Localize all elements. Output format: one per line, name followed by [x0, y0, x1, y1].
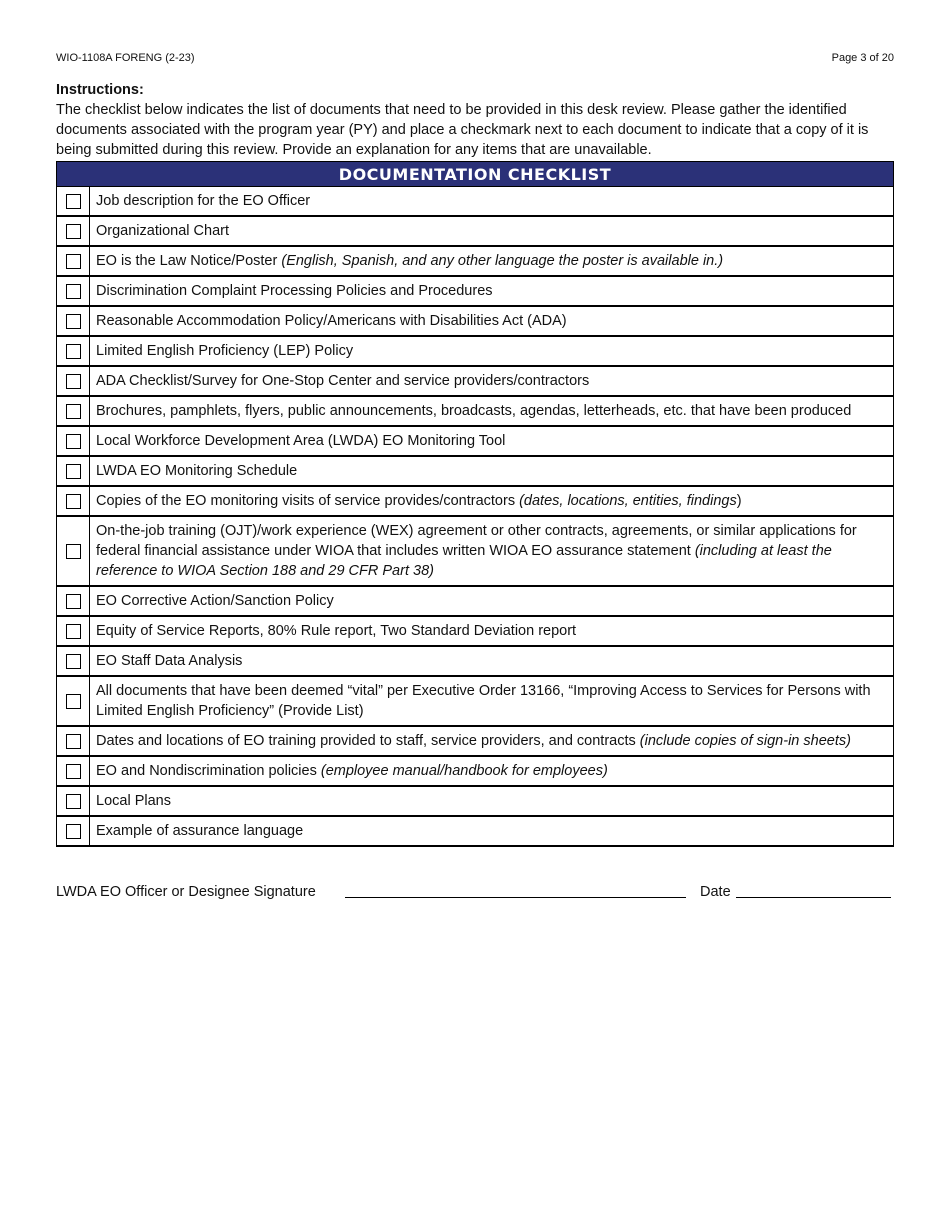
- item-label: On-the-job training (OJT)/work experience (WEX) agreement or other contracts, agreements, or similar applications for federal financial assistance under WIOA that includes written WIOA EO assurance statement: [96, 523, 857, 559]
- item-label: Job description for the EO Officer: [96, 193, 311, 209]
- checkbox-cell: [57, 646, 90, 676]
- document-checkbox[interactable]: [66, 654, 81, 669]
- checkbox-cell: [57, 426, 90, 456]
- item-label: EO is the Law Notice/Poster: [96, 253, 282, 269]
- item-label: Equity of Service Reports, 80% Rule report, Two Standard Deviation report: [96, 623, 577, 639]
- checklist-item-text: [90, 306, 894, 336]
- documentation-checklist: [56, 161, 894, 847]
- checklist-item-text: [90, 486, 894, 516]
- checklist-item-text: [90, 646, 894, 676]
- signature-label: LWDA EO Officer or Designee Signature: [56, 884, 316, 900]
- item-note: (dates, locations, entities, findings: [519, 493, 737, 509]
- checkbox-cell: [57, 187, 90, 217]
- checklist-row: [57, 366, 894, 396]
- checklist-item-text: [90, 187, 894, 217]
- checkbox-cell: [57, 786, 90, 816]
- item-note: (including at least the reference to WIOA Section 188 and 29 CFR Part 38): [96, 543, 832, 579]
- checklist-item-text: [90, 456, 894, 486]
- instructions: [56, 80, 896, 160]
- item-label: All documents that have been deemed “vital” per Executive Order 13166, “Improving Access to Services for Persons with Limited English Proficiency” (Provide List): [96, 683, 871, 719]
- document-checkbox[interactable]: [66, 624, 81, 639]
- document-checkbox[interactable]: [66, 314, 81, 329]
- checklist-item-text: [90, 786, 894, 816]
- document-checkbox[interactable]: [66, 254, 81, 269]
- document-checkbox[interactable]: [66, 194, 81, 209]
- checklist-item-text: [90, 336, 894, 366]
- item-note-close: ): [736, 493, 742, 509]
- checklist-row: [57, 456, 894, 486]
- item-label: Copies of the EO monitoring visits of service provides/contractors: [96, 493, 520, 509]
- checklist-item-text: [90, 516, 894, 586]
- item-label: Limited English Proficiency (LEP) Policy: [96, 343, 354, 359]
- item-label: Local Plans: [96, 793, 171, 809]
- document-checkbox[interactable]: [66, 224, 81, 239]
- checklist-row: [57, 516, 894, 586]
- instructions-title: Instructions:: [56, 82, 144, 98]
- checklist-row: [57, 816, 894, 846]
- checkbox-cell: [57, 616, 90, 646]
- checkbox-cell: [57, 756, 90, 786]
- checklist-item-text: [90, 676, 894, 726]
- document-checkbox[interactable]: [66, 434, 81, 449]
- checkbox-cell: [57, 336, 90, 366]
- checklist-row: [57, 676, 894, 726]
- checkbox-cell: [57, 216, 90, 246]
- checklist-item-text: [90, 726, 894, 756]
- checklist-row: [57, 616, 894, 646]
- document-checkbox[interactable]: [66, 764, 81, 779]
- document-checkbox[interactable]: [66, 824, 81, 839]
- checklist-row: [57, 396, 894, 426]
- item-label: ADA Checklist/Survey for One-Stop Center and service providers/contractors: [96, 373, 590, 389]
- item-note: (English, Spanish, and any other language the poster is available in.): [281, 253, 724, 269]
- date-line[interactable]: [736, 897, 891, 898]
- checklist-row: [57, 786, 894, 816]
- document-checkbox[interactable]: [66, 544, 81, 559]
- checklist-row: [57, 216, 894, 246]
- checklist-row: [57, 276, 894, 306]
- checkbox-cell: [57, 726, 90, 756]
- checklist-title: DOCUMENTATION CHECKLIST: [57, 162, 894, 187]
- checkbox-cell: [57, 456, 90, 486]
- item-label: Brochures, pamphlets, flyers, public announcements, broadcasts, agendas, letterheads, etc. that have been produced: [96, 403, 852, 419]
- item-label: Example of assurance language: [96, 823, 304, 839]
- checklist-row: [57, 756, 894, 786]
- document-checkbox[interactable]: [66, 694, 81, 709]
- checkbox-cell: [57, 396, 90, 426]
- document-checkbox[interactable]: [66, 464, 81, 479]
- date-label: Date: [700, 884, 731, 900]
- checkbox-cell: [57, 516, 90, 586]
- item-label: Local Workforce Development Area (LWDA) EO Monitoring Tool: [96, 433, 506, 449]
- item-label: EO Corrective Action/Sanction Policy: [96, 593, 334, 609]
- item-label: Organizational Chart: [96, 223, 229, 239]
- checklist-row: [57, 187, 894, 217]
- checkbox-cell: [57, 306, 90, 336]
- signature-line[interactable]: [345, 897, 686, 898]
- checkbox-cell: [57, 276, 90, 306]
- item-label: EO Staff Data Analysis: [96, 653, 243, 669]
- checklist-row: [57, 246, 894, 276]
- document-checkbox[interactable]: [66, 594, 81, 609]
- form-id: WIO-1108A FORENG (2-23): [56, 52, 195, 64]
- checklist-item-text: [90, 586, 894, 616]
- item-note: (employee manual/handbook for employees): [320, 763, 608, 779]
- checklist-item-text: [90, 276, 894, 306]
- document-checkbox[interactable]: [66, 404, 81, 419]
- document-checkbox[interactable]: [66, 344, 81, 359]
- checklist-item-text: [90, 216, 894, 246]
- item-label: Discrimination Complaint Processing Policies and Procedures: [96, 283, 493, 299]
- checklist-row: [57, 336, 894, 366]
- checklist-row: [57, 586, 894, 616]
- checklist-item-text: [90, 816, 894, 846]
- item-label: EO and Nondiscrimination policies: [96, 763, 321, 779]
- checkbox-cell: [57, 586, 90, 616]
- document-checkbox[interactable]: [66, 284, 81, 299]
- checklist-row: [57, 646, 894, 676]
- instructions-body: The checklist below indicates the list of documents that need to be provided in this desk review. Please gather the identified documents associated with the program year (PY) and place a checkmark next to each document to indicate that a copy of it is being submitted during this review. Provide an explanation for any items that are unavailable.: [56, 102, 869, 158]
- checklist-item-text: [90, 616, 894, 646]
- checklist-item-text: [90, 246, 894, 276]
- item-note: (include copies of sign-in sheets): [639, 733, 851, 749]
- checkbox-cell: [57, 366, 90, 396]
- document-checkbox[interactable]: [66, 494, 81, 509]
- checklist-row: [57, 726, 894, 756]
- item-label: LWDA EO Monitoring Schedule: [96, 463, 298, 479]
- document-checkbox[interactable]: [66, 794, 81, 809]
- checklist-row: [57, 486, 894, 516]
- checklist-item-text: [90, 756, 894, 786]
- checklist-row: [57, 306, 894, 336]
- document-checkbox[interactable]: [66, 734, 81, 749]
- page-number: Page 3 of 20: [831, 52, 894, 64]
- checklist-item-text: [90, 396, 894, 426]
- checkbox-cell: [57, 676, 90, 726]
- checkbox-cell: [57, 246, 90, 276]
- item-label: Dates and locations of EO training provided to staff, service providers, and contracts: [96, 733, 640, 749]
- checkbox-cell: [57, 816, 90, 846]
- checkbox-cell: [57, 486, 90, 516]
- checklist-row: [57, 426, 894, 456]
- checklist-item-text: [90, 426, 894, 456]
- checklist-item-text: [90, 366, 894, 396]
- document-checkbox[interactable]: [66, 374, 81, 389]
- item-label: Reasonable Accommodation Policy/Americans with Disabilities Act (ADA): [96, 313, 567, 329]
